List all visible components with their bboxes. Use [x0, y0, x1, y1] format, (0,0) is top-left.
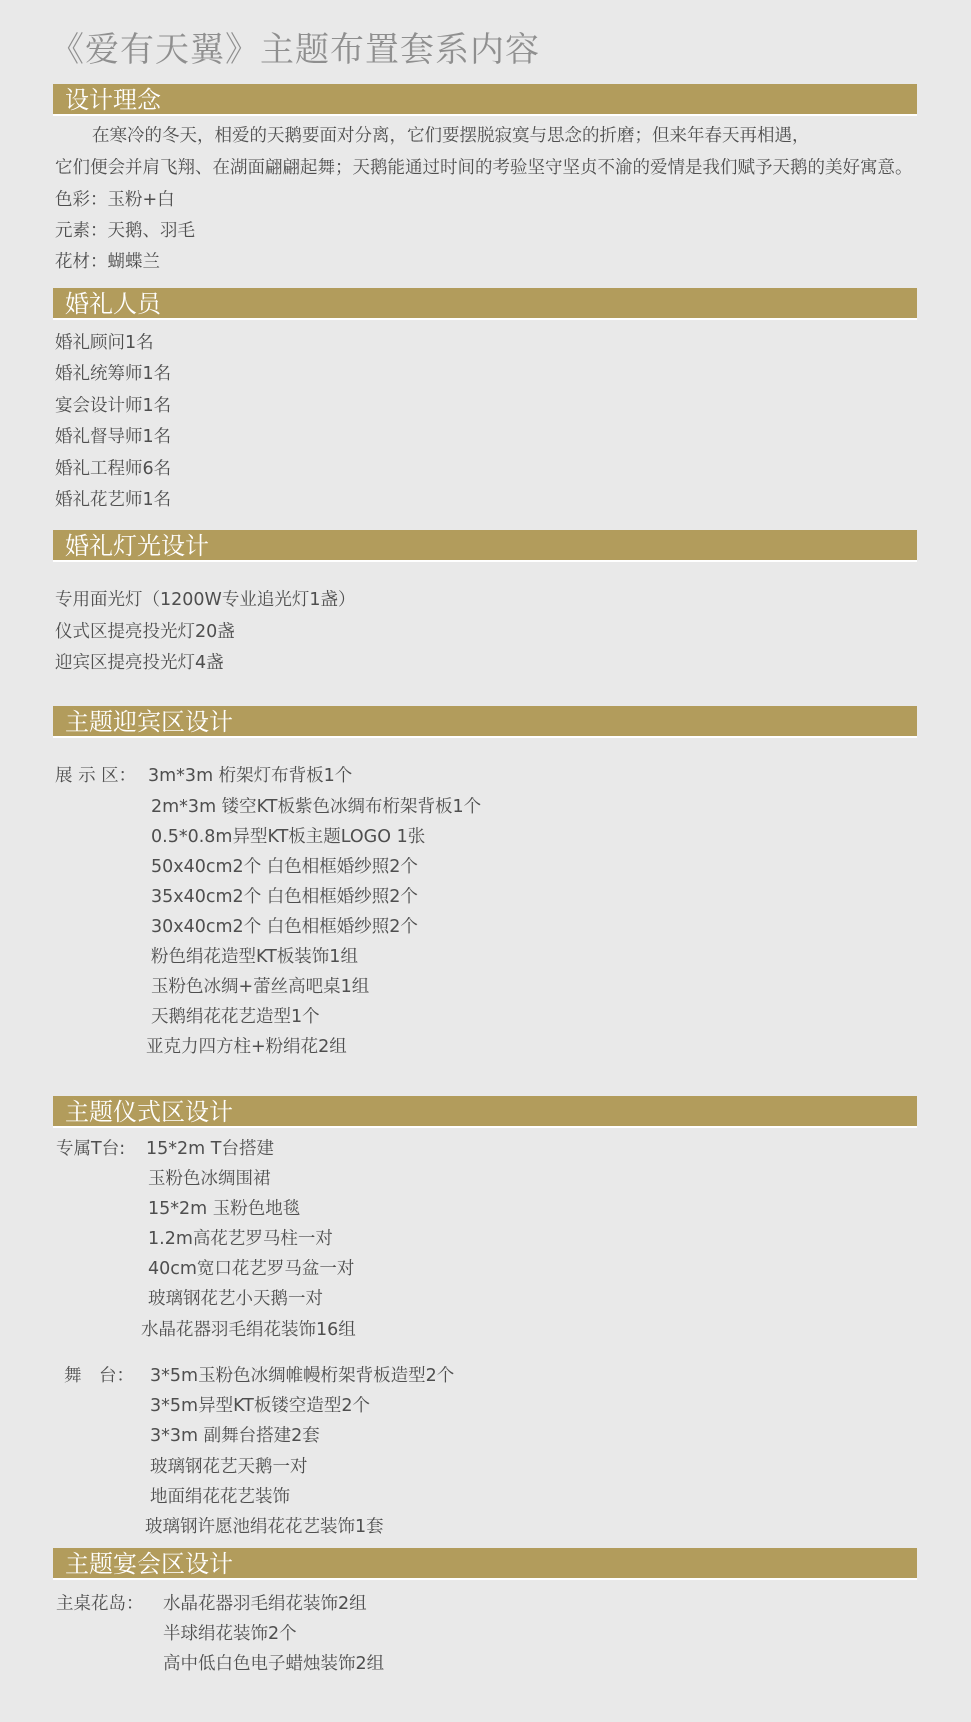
section-header-concept: 设计理念 — [53, 84, 917, 116]
welcome-item: 30x40cm2个 白色相框婚纱照2个 — [151, 917, 418, 937]
welcome-item: 天鹅绢花花艺造型1个 — [151, 1007, 320, 1027]
section-header-welcome: 主题迎宾区设计 — [53, 706, 917, 738]
concept-flowers: 花材：蝴蝶兰 — [55, 252, 160, 272]
stage-label: 舞 台： — [64, 1366, 134, 1386]
welcome-item: 3m*3m 桁架灯布背板1个 — [148, 766, 353, 786]
staff-item: 宴会设计师1名 — [55, 396, 172, 416]
staff-item: 婚礼督导师1名 — [55, 427, 172, 447]
welcome-item: 2m*3m 镂空KT板紫色冰绸布桁架背板1个 — [151, 797, 482, 817]
stage-item: 玻璃钢花艺天鹅一对 — [150, 1457, 308, 1477]
stage-item: 地面绢花花艺装饰 — [150, 1487, 290, 1507]
staff-item: 婚礼顾问1名 — [55, 333, 154, 353]
welcome-item: 亚克力四方柱+粉绢花2组 — [146, 1037, 347, 1057]
concept-text-line: 在寒冷的冬天，相爱的天鹅要面对分离，它们要摆脱寂寞与思念的折磨；但来年春天再相遇， — [92, 126, 810, 146]
t-stage-label: 专属T台: — [56, 1139, 126, 1159]
stage-item: 3*5m玉粉色冰绸帷幔桁架背板造型2个 — [150, 1366, 455, 1386]
stage-item: 3*5m异型KT板镂空造型2个 — [150, 1396, 371, 1416]
welcome-item: 35x40cm2个 白色相框婚纱照2个 — [151, 887, 418, 907]
lighting-item: 仪式区提亮投光灯20盏 — [55, 622, 235, 642]
t-stage-item: 15*2m T台搭建 — [146, 1139, 274, 1159]
page-title: 《爱有天翼》主题布置套系内容 — [50, 30, 540, 70]
head-table-label: 主桌花岛： — [56, 1594, 144, 1614]
banquet-item: 水晶花器羽毛绢花装饰2组 — [163, 1594, 367, 1614]
welcome-item: 50x40cm2个 白色相框婚纱照2个 — [151, 857, 418, 877]
staff-item: 婚礼花艺师1名 — [55, 490, 172, 510]
section-header-ceremony: 主题仪式区设计 — [53, 1096, 917, 1128]
staff-item: 婚礼统筹师1名 — [55, 364, 172, 384]
welcome-item: 玉粉色冰绸+蕾丝高吧桌1组 — [151, 977, 370, 997]
section-header-lighting: 婚礼灯光设计 — [53, 530, 917, 562]
t-stage-item: 玻璃钢花艺小天鹅一对 — [148, 1289, 323, 1309]
display-area-label: 展 示 区： — [55, 766, 137, 786]
staff-item: 婚礼工程师6名 — [55, 459, 172, 479]
t-stage-item: 1.2m高花艺罗马柱一对 — [148, 1229, 333, 1249]
t-stage-item: 水晶花器羽毛绢花装饰16组 — [141, 1320, 356, 1340]
welcome-item: 粉色绢花造型KT板装饰1组 — [151, 947, 358, 967]
lighting-item: 迎宾区提亮投光灯4盏 — [55, 653, 224, 673]
section-header-banquet: 主题宴会区设计 — [53, 1548, 917, 1580]
welcome-item: 0.5*0.8m异型KT板主题LOGO 1张 — [151, 827, 426, 847]
stage-item: 3*3m 副舞台搭建2套 — [150, 1426, 320, 1446]
banquet-item: 高中低白色电子蜡烛装饰2组 — [163, 1654, 385, 1674]
t-stage-item: 15*2m 玉粉色地毯 — [148, 1199, 301, 1219]
banquet-item: 半球绢花装饰2个 — [163, 1624, 297, 1644]
concept-color: 色彩：玉粉+白 — [55, 190, 175, 210]
lighting-item: 专用面光灯（1200W专业追光灯1盏） — [55, 590, 356, 610]
concept-elements: 元素：天鹅、羽毛 — [55, 221, 195, 241]
concept-text-line: 它们便会并肩飞翔、在湖面翩翩起舞；天鹅能通过时间的考验坚守坚贞不渝的爱情是我们赋予天鹅的美好寓意。 — [55, 158, 913, 178]
t-stage-item: 40cm宽口花艺罗马盆一对 — [148, 1259, 355, 1279]
stage-item: 玻璃钢许愿池绢花花艺装饰1套 — [145, 1517, 384, 1537]
t-stage-item: 玉粉色冰绸围裙 — [148, 1169, 271, 1189]
section-header-staff: 婚礼人员 — [53, 288, 917, 320]
